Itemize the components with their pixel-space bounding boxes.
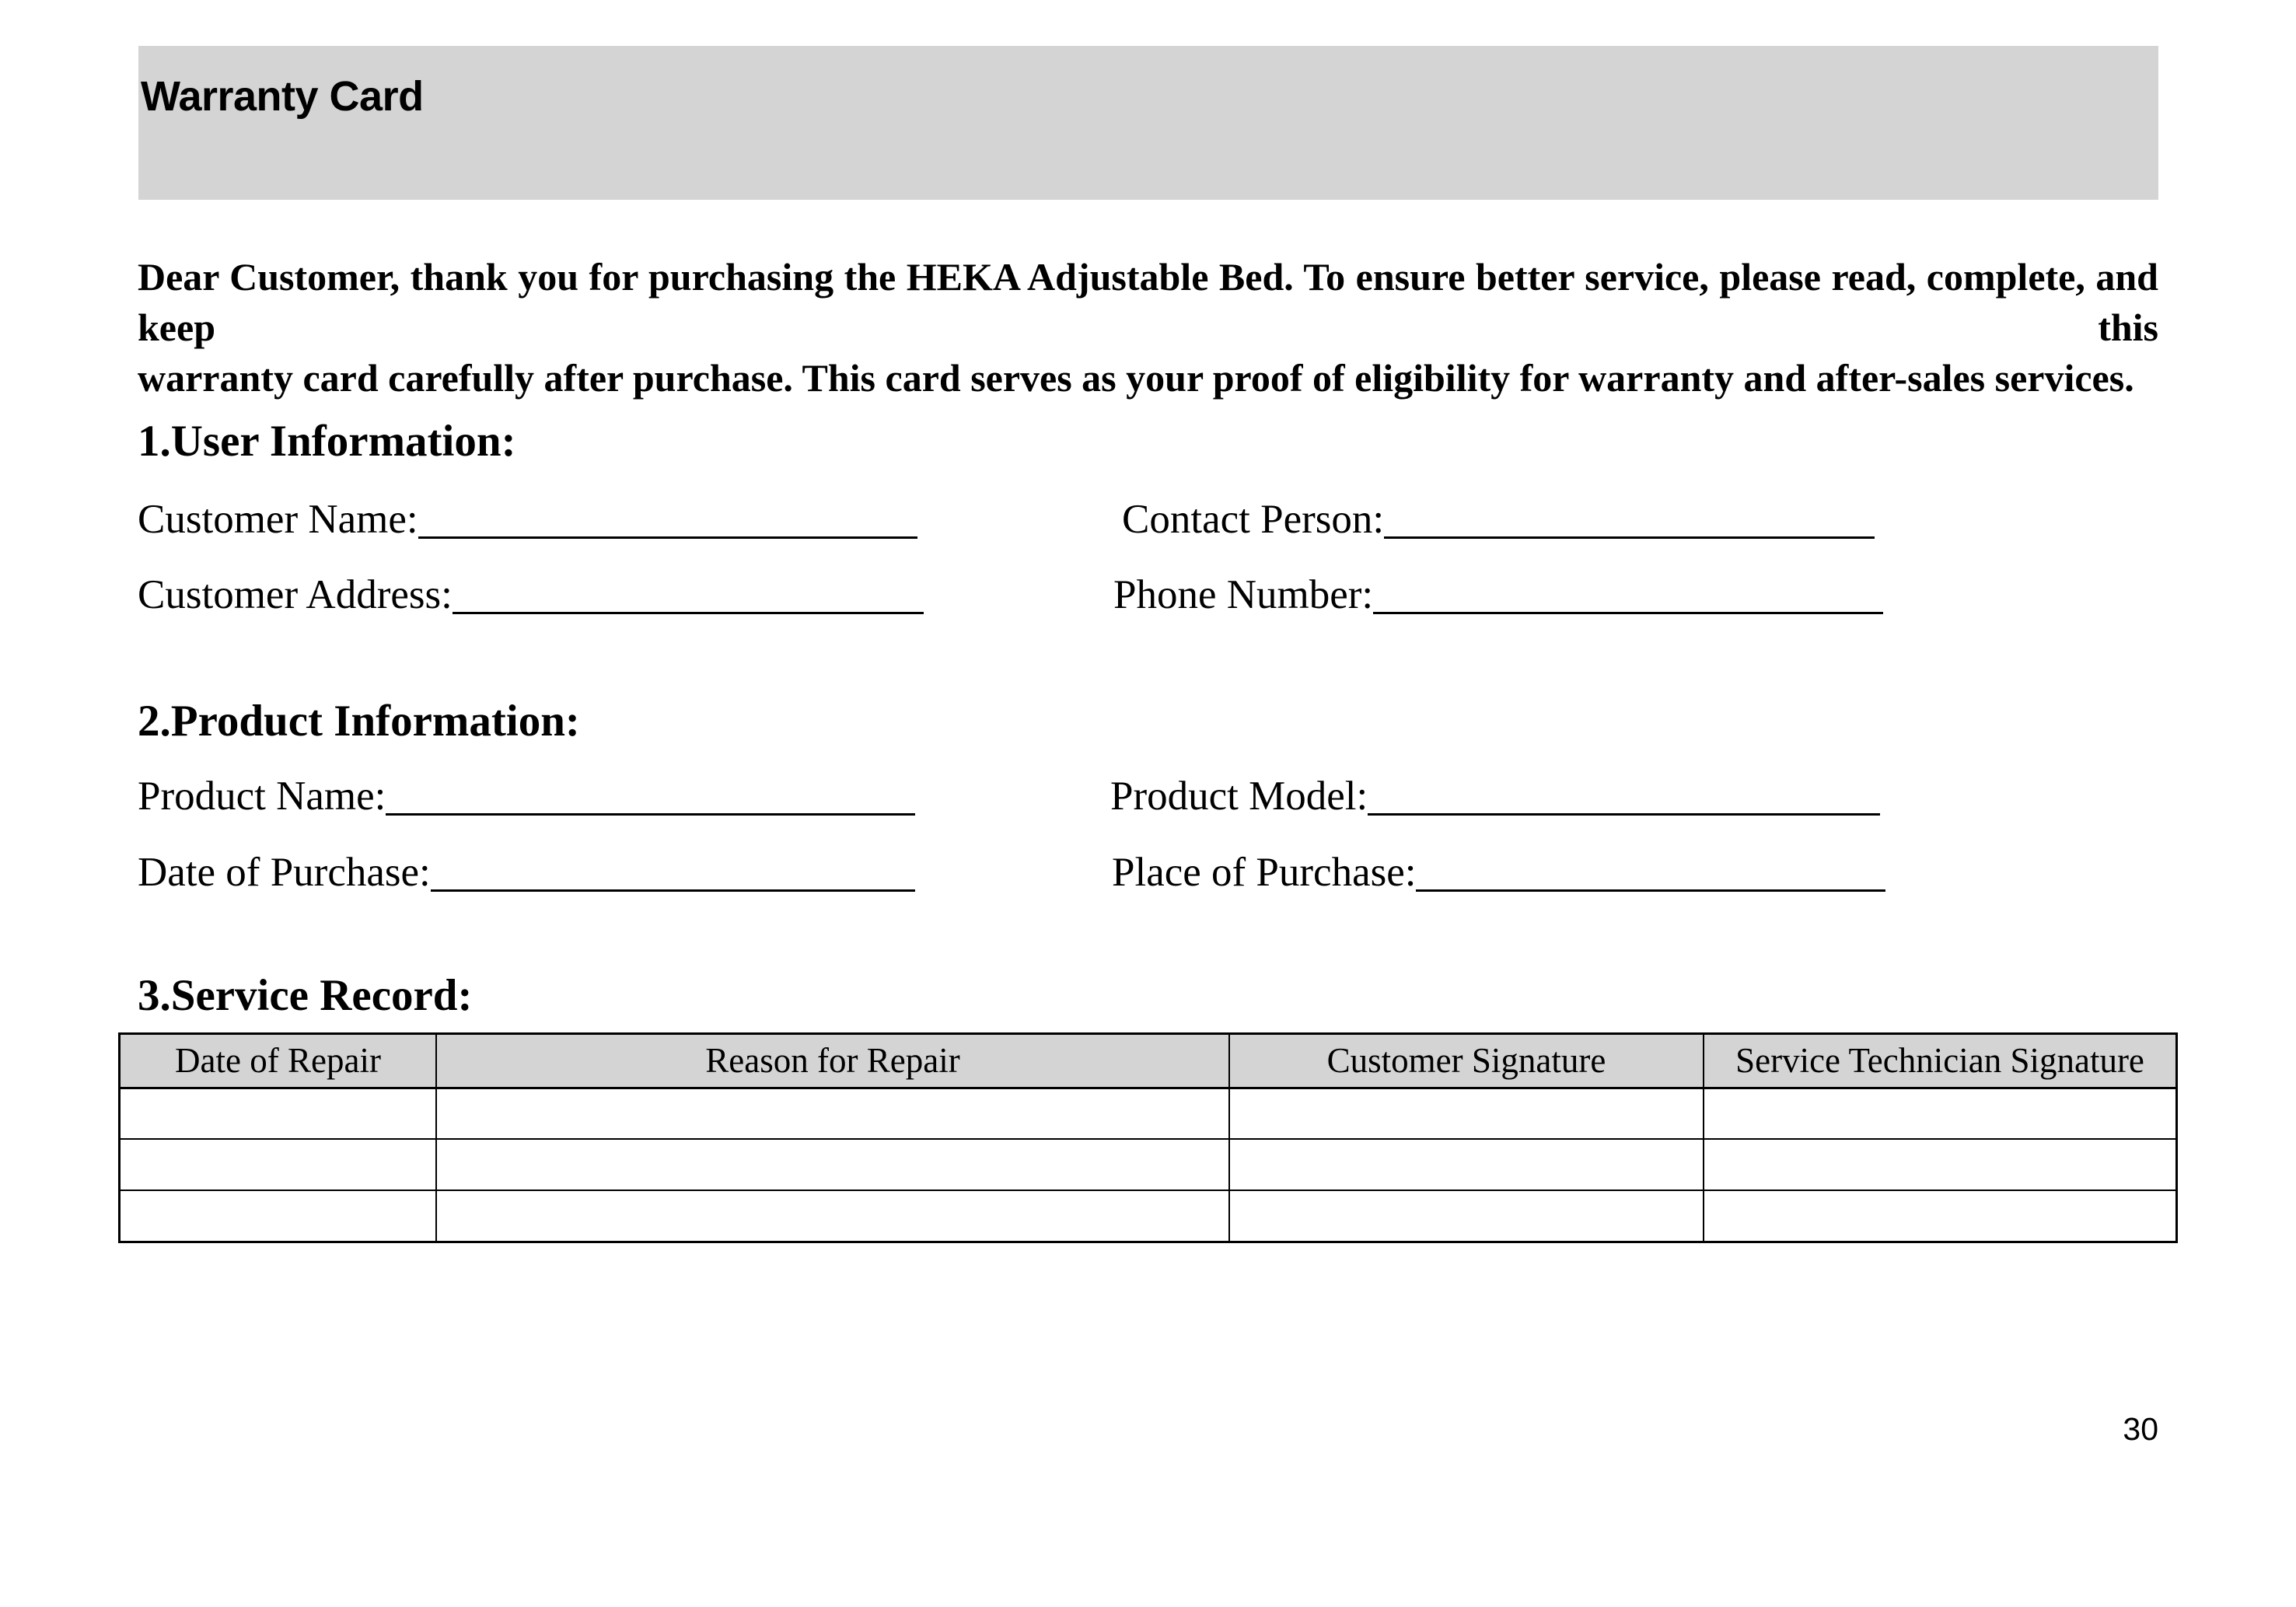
field-place-of-purchase <box>1112 851 1885 894</box>
field-underline <box>453 573 924 614</box>
field-label: Phone Number: <box>1113 572 1374 617</box>
intro-line-2: warranty card carefully after purchase. This card serves as your proof of eligibility for warranty and after-sales services. <box>138 356 2134 400</box>
table-header-date-of-repair: Date of Repair <box>120 1034 436 1088</box>
intro-line-1: Dear Customer, thank you for purchasing the HEKA Adjustable Bed. To ensure better service, please read, complete, and keep this <box>138 255 2158 349</box>
field-label: Product Model: <box>1110 774 1368 819</box>
field-label: Customer Address: <box>138 572 453 617</box>
field-underline <box>386 774 915 816</box>
field-label: Product Name: <box>138 774 386 819</box>
table-cell <box>1229 1139 1704 1190</box>
section-heading-user-information: 1.User Information: <box>138 417 516 466</box>
table-header-row <box>120 1034 2176 1088</box>
section-heading-service-record: 3.Service Record: <box>138 971 473 1020</box>
table-cell <box>120 1190 436 1242</box>
table-cell <box>1704 1088 2176 1139</box>
table-cell <box>436 1139 1229 1190</box>
page-title: Warranty Card <box>141 73 424 120</box>
field-underline <box>418 498 917 539</box>
field-product-name <box>138 774 915 818</box>
table-cell <box>1229 1088 1704 1139</box>
table-cell <box>120 1088 436 1139</box>
field-underline <box>1416 851 1885 892</box>
table-header-customer-signature: Customer Signature <box>1229 1034 1704 1088</box>
field-label: Contact Person: <box>1122 497 1385 542</box>
table-row <box>120 1139 2176 1190</box>
table-row <box>120 1190 2176 1242</box>
table-row <box>120 1088 2176 1139</box>
table-cell <box>1229 1190 1704 1242</box>
field-label: Customer Name: <box>138 497 418 542</box>
field-label: Date of Purchase: <box>138 850 431 895</box>
table-cell <box>436 1088 1229 1139</box>
field-underline <box>1384 498 1875 539</box>
table-cell <box>1704 1139 2176 1190</box>
field-product-model <box>1110 774 1880 818</box>
table-cell <box>436 1190 1229 1242</box>
section-heading-product-information: 2.Product Information: <box>138 697 580 746</box>
title-bar <box>138 46 2158 200</box>
field-customer-name <box>138 498 917 541</box>
intro-paragraph <box>138 252 2158 403</box>
page-number: 30 <box>2123 1411 2158 1447</box>
table-cell <box>120 1139 436 1190</box>
field-customer-address <box>138 573 924 617</box>
field-underline <box>1373 573 1883 614</box>
service-record-table <box>119 1033 2177 1242</box>
field-phone-number <box>1113 573 1883 617</box>
table-header-service-technician-signature: Service Technician Signature <box>1704 1034 2176 1088</box>
field-underline <box>1368 774 1880 816</box>
field-label: Place of Purchase: <box>1112 850 1417 895</box>
table-header-reason-for-repair: Reason for Repair <box>436 1034 1229 1088</box>
table-cell <box>1704 1190 2176 1242</box>
field-underline <box>431 851 915 892</box>
field-contact-person <box>1122 498 1875 541</box>
field-date-of-purchase <box>138 851 915 894</box>
